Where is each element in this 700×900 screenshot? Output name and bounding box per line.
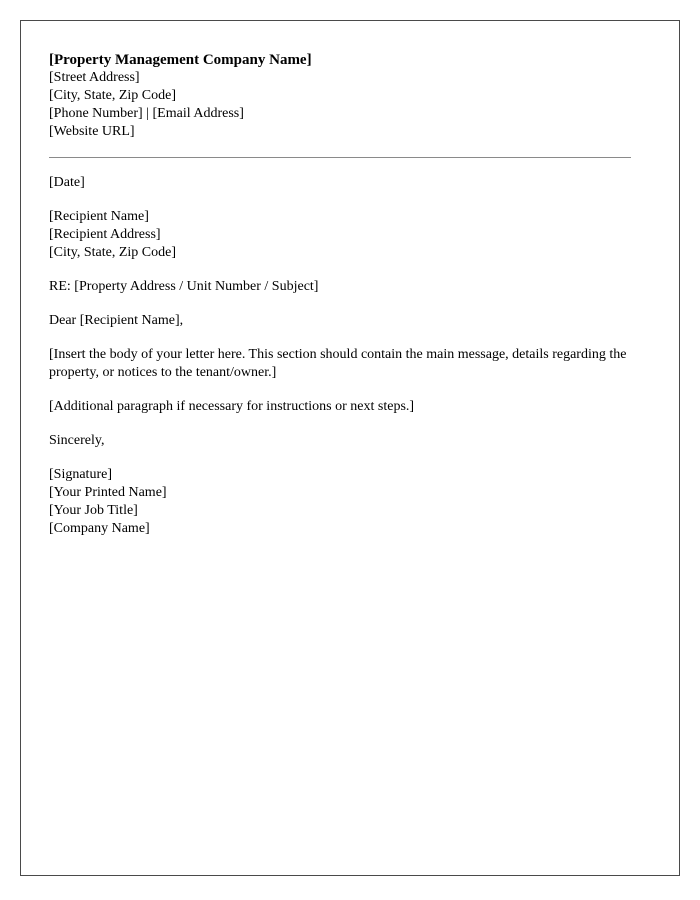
salutation: Dear [Recipient Name], <box>49 313 184 328</box>
street-address: [Street Address] <box>49 70 140 85</box>
closing: Sincerely, <box>49 433 105 448</box>
letter-page <box>20 20 680 876</box>
website-url: [Website URL] <box>49 124 135 139</box>
company-name: [Property Management Company Name] <box>49 52 312 68</box>
recipient-block <box>49 208 651 262</box>
body-paragraph-2: [Additional paragraph if necessary for instructions or next steps.] <box>49 399 415 414</box>
job-title: [Your Job Title] <box>49 503 138 518</box>
signature-company-name: [Company Name] <box>49 521 150 536</box>
letterhead-divider <box>49 157 631 158</box>
signature-block <box>49 466 651 538</box>
signature-line: [Signature] <box>49 467 112 482</box>
company-city-state-zip: [City, State, Zip Code] <box>49 88 177 103</box>
letterhead <box>49 51 651 141</box>
recipient-name: [Recipient Name] <box>49 209 149 224</box>
recipient-address: [Recipient Address] <box>49 227 161 242</box>
subject-line: RE: [Property Address / Unit Number / Subject] <box>49 279 319 294</box>
recipient-city-state-zip: [City, State, Zip Code] <box>49 245 177 260</box>
phone-email-line: [Phone Number] | [Email Address] <box>49 106 244 121</box>
body-paragraph-1: [Insert the body of your letter here. This section should contain the main message, details regarding the property, or notices to the tenant/owner.] <box>49 347 627 380</box>
printed-name: [Your Printed Name] <box>49 485 167 500</box>
date-line: [Date] <box>49 175 85 190</box>
